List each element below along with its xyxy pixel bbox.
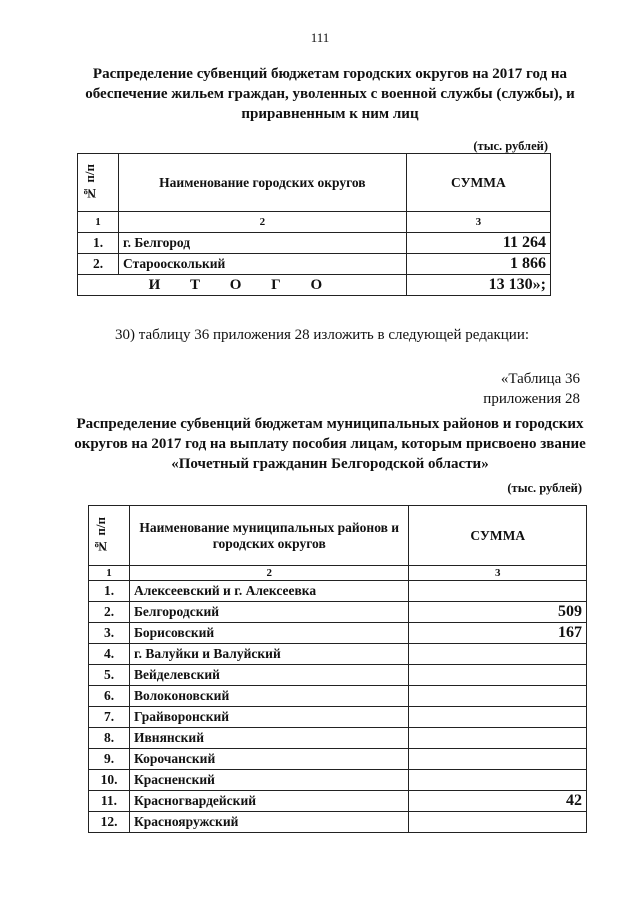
row-num: 2. bbox=[78, 254, 119, 275]
row-num: 5. bbox=[89, 665, 130, 686]
row-num: 12. bbox=[89, 812, 130, 833]
row-sum: 167 bbox=[409, 623, 587, 644]
row-name: Грайворонский bbox=[130, 707, 409, 728]
row-num: 9. bbox=[89, 749, 130, 770]
row-name: Красненский bbox=[130, 770, 409, 791]
header-sum: СУММА bbox=[409, 506, 587, 566]
row-name: Староосколький bbox=[119, 254, 407, 275]
row-sum bbox=[409, 644, 587, 665]
row-name: Красногвардейский bbox=[130, 791, 409, 812]
col-number: 1 bbox=[78, 212, 119, 233]
row-num: 11. bbox=[89, 791, 130, 812]
row-name: Волоконовский bbox=[130, 686, 409, 707]
row-sum: 42 bbox=[409, 791, 587, 812]
table-row bbox=[89, 770, 587, 791]
row-sum bbox=[409, 728, 587, 749]
section2-title: Распределение субвенций бюджетам муниципальных районов и городских округов на 2017 год на выплату пособия лицам, которым присвоено звание «Почетный гражданин Белгородской области» bbox=[74, 416, 586, 472]
table-row bbox=[89, 623, 587, 644]
section2-units: (тыс. рублей) bbox=[507, 481, 582, 495]
row-sum bbox=[409, 749, 587, 770]
total-row bbox=[78, 275, 551, 296]
col-number-row bbox=[78, 212, 551, 233]
header-num-cell bbox=[89, 506, 130, 566]
header-num: № п/п bbox=[93, 517, 108, 554]
row-sum bbox=[409, 581, 587, 602]
row-sum: 509 bbox=[409, 602, 587, 623]
row-name: Ивнянский bbox=[130, 728, 409, 749]
row-num: 6. bbox=[89, 686, 130, 707]
table-header-row bbox=[78, 154, 551, 212]
table-row bbox=[89, 728, 587, 749]
table-label-line2: приложения 28 bbox=[483, 391, 580, 407]
table-row bbox=[89, 749, 587, 770]
section1-table bbox=[77, 153, 551, 296]
row-num: 7. bbox=[89, 707, 130, 728]
table-row bbox=[89, 581, 587, 602]
row-name: Краснояружский bbox=[130, 812, 409, 833]
header-sum: СУММА bbox=[406, 154, 550, 212]
row-sum bbox=[409, 665, 587, 686]
row-name: Алексеевский и г. Алексеевка bbox=[130, 581, 409, 602]
header-num: № п/п bbox=[82, 164, 97, 201]
amendment-paragraph: 30) таблицу 36 приложения 28 изложить в следующей редакции: bbox=[115, 327, 530, 343]
col-number: 1 bbox=[89, 566, 130, 581]
row-sum bbox=[409, 686, 587, 707]
page-number: 111 bbox=[310, 30, 330, 45]
table-row bbox=[89, 644, 587, 665]
row-sum bbox=[409, 707, 587, 728]
row-num: 1. bbox=[78, 233, 119, 254]
col-number: 3 bbox=[409, 566, 587, 581]
col-number: 3 bbox=[406, 212, 550, 233]
row-sum bbox=[409, 812, 587, 833]
row-name: г. Валуйки и Валуйский bbox=[130, 644, 409, 665]
row-num: 10. bbox=[89, 770, 130, 791]
row-name: Белгородский bbox=[130, 602, 409, 623]
row-num: 4. bbox=[89, 644, 130, 665]
table-row bbox=[89, 602, 587, 623]
row-name: г. Белгород bbox=[119, 233, 407, 254]
row-sum: 1 866 bbox=[406, 254, 550, 275]
section1-units: (тыс. рублей) bbox=[473, 139, 548, 153]
header-name: Наименование городских округов bbox=[119, 154, 407, 212]
table-row bbox=[89, 791, 587, 812]
table-row bbox=[89, 707, 587, 728]
table-row bbox=[78, 254, 551, 275]
table-label bbox=[483, 369, 580, 409]
row-sum: 11 264 bbox=[406, 233, 550, 254]
table-row bbox=[78, 233, 551, 254]
header-name: Наименование муниципальных районов и городских округов bbox=[130, 506, 409, 566]
row-num: 2. bbox=[89, 602, 130, 623]
table-label-line1: «Таблица 36 bbox=[500, 371, 580, 387]
row-num: 1. bbox=[89, 581, 130, 602]
total-value: 13 130»; bbox=[406, 275, 550, 296]
col-number: 2 bbox=[119, 212, 407, 233]
row-name: Вейделевский bbox=[130, 665, 409, 686]
header-num-cell bbox=[78, 154, 119, 212]
row-sum bbox=[409, 770, 587, 791]
col-number-row bbox=[89, 566, 587, 581]
table-row bbox=[89, 686, 587, 707]
row-name: Корочанский bbox=[130, 749, 409, 770]
table-header-row bbox=[89, 506, 587, 566]
row-name: Борисовский bbox=[130, 623, 409, 644]
section1-title: Распределение субвенций бюджетам городских округов на 2017 год на обеспечение жильем граждан, уволенных с военной службы (службы), и приравненным к ним лиц bbox=[85, 66, 575, 122]
col-number: 2 bbox=[130, 566, 409, 581]
row-num: 8. bbox=[89, 728, 130, 749]
row-num: 3. bbox=[89, 623, 130, 644]
section2-table bbox=[88, 505, 587, 833]
table-row bbox=[89, 665, 587, 686]
total-label: И Т О Г О bbox=[78, 275, 407, 296]
table-row bbox=[89, 812, 587, 833]
